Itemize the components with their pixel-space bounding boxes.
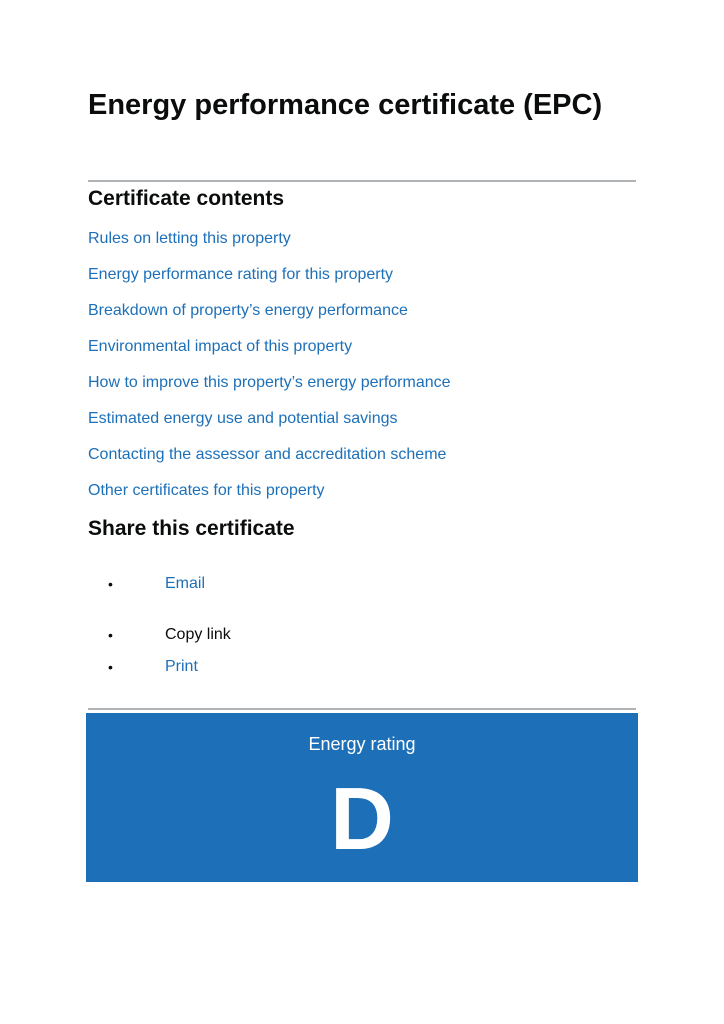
share-item-print — [88, 656, 388, 678]
contents-list-item — [88, 336, 451, 372]
contents-link-environmental-impact[interactable]: Environmental impact of this property — [88, 338, 353, 355]
contents-list-item — [88, 444, 451, 480]
bullet-icon: • — [108, 659, 113, 675]
energy-rating-panel — [86, 713, 638, 882]
share-item-email — [88, 573, 388, 595]
contents-link-estimated-energy-use[interactable]: Estimated energy use and potential savings — [88, 410, 398, 427]
contents-list-item — [88, 228, 451, 264]
certificate-contents-heading: Certificate contents — [88, 187, 285, 210]
contents-list-item — [88, 408, 451, 444]
share-item-copy-link — [88, 624, 388, 646]
page-title: Energy performance certificate (EPC) — [88, 89, 603, 121]
bullet-icon: • — [108, 627, 113, 643]
contents-link-other-certificates[interactable]: Other certificates for this property — [88, 482, 325, 499]
share-print-link[interactable]: Print — [165, 658, 198, 675]
share-email-link[interactable]: Email — [165, 575, 206, 592]
energy-rating-letter: D — [330, 769, 394, 868]
contents-link-breakdown[interactable]: Breakdown of property’s energy performance — [88, 302, 408, 319]
contents-list-item — [88, 300, 451, 336]
contents-link-how-to-improve[interactable]: How to improve this property’s energy performance — [88, 374, 451, 391]
share-certificate-heading: Share this certificate — [88, 517, 295, 540]
contents-list-item — [88, 480, 451, 516]
contents-link-energy-rating[interactable]: Energy performance rating for this property — [88, 266, 394, 283]
section-divider-bottom — [88, 708, 636, 710]
energy-rating-label: Energy rating — [308, 734, 416, 754]
contents-link-rules-on-letting[interactable]: Rules on letting this property — [88, 230, 291, 247]
bullet-icon: • — [108, 576, 113, 592]
share-copy-link-button[interactable]: Copy link — [165, 626, 231, 643]
section-divider-top — [88, 180, 636, 182]
contents-link-contacting-assessor[interactable]: Contacting the assessor and accreditation scheme — [88, 446, 447, 463]
contents-list-item — [88, 264, 451, 300]
certificate-contents-list — [88, 228, 451, 516]
contents-list-item — [88, 372, 451, 408]
